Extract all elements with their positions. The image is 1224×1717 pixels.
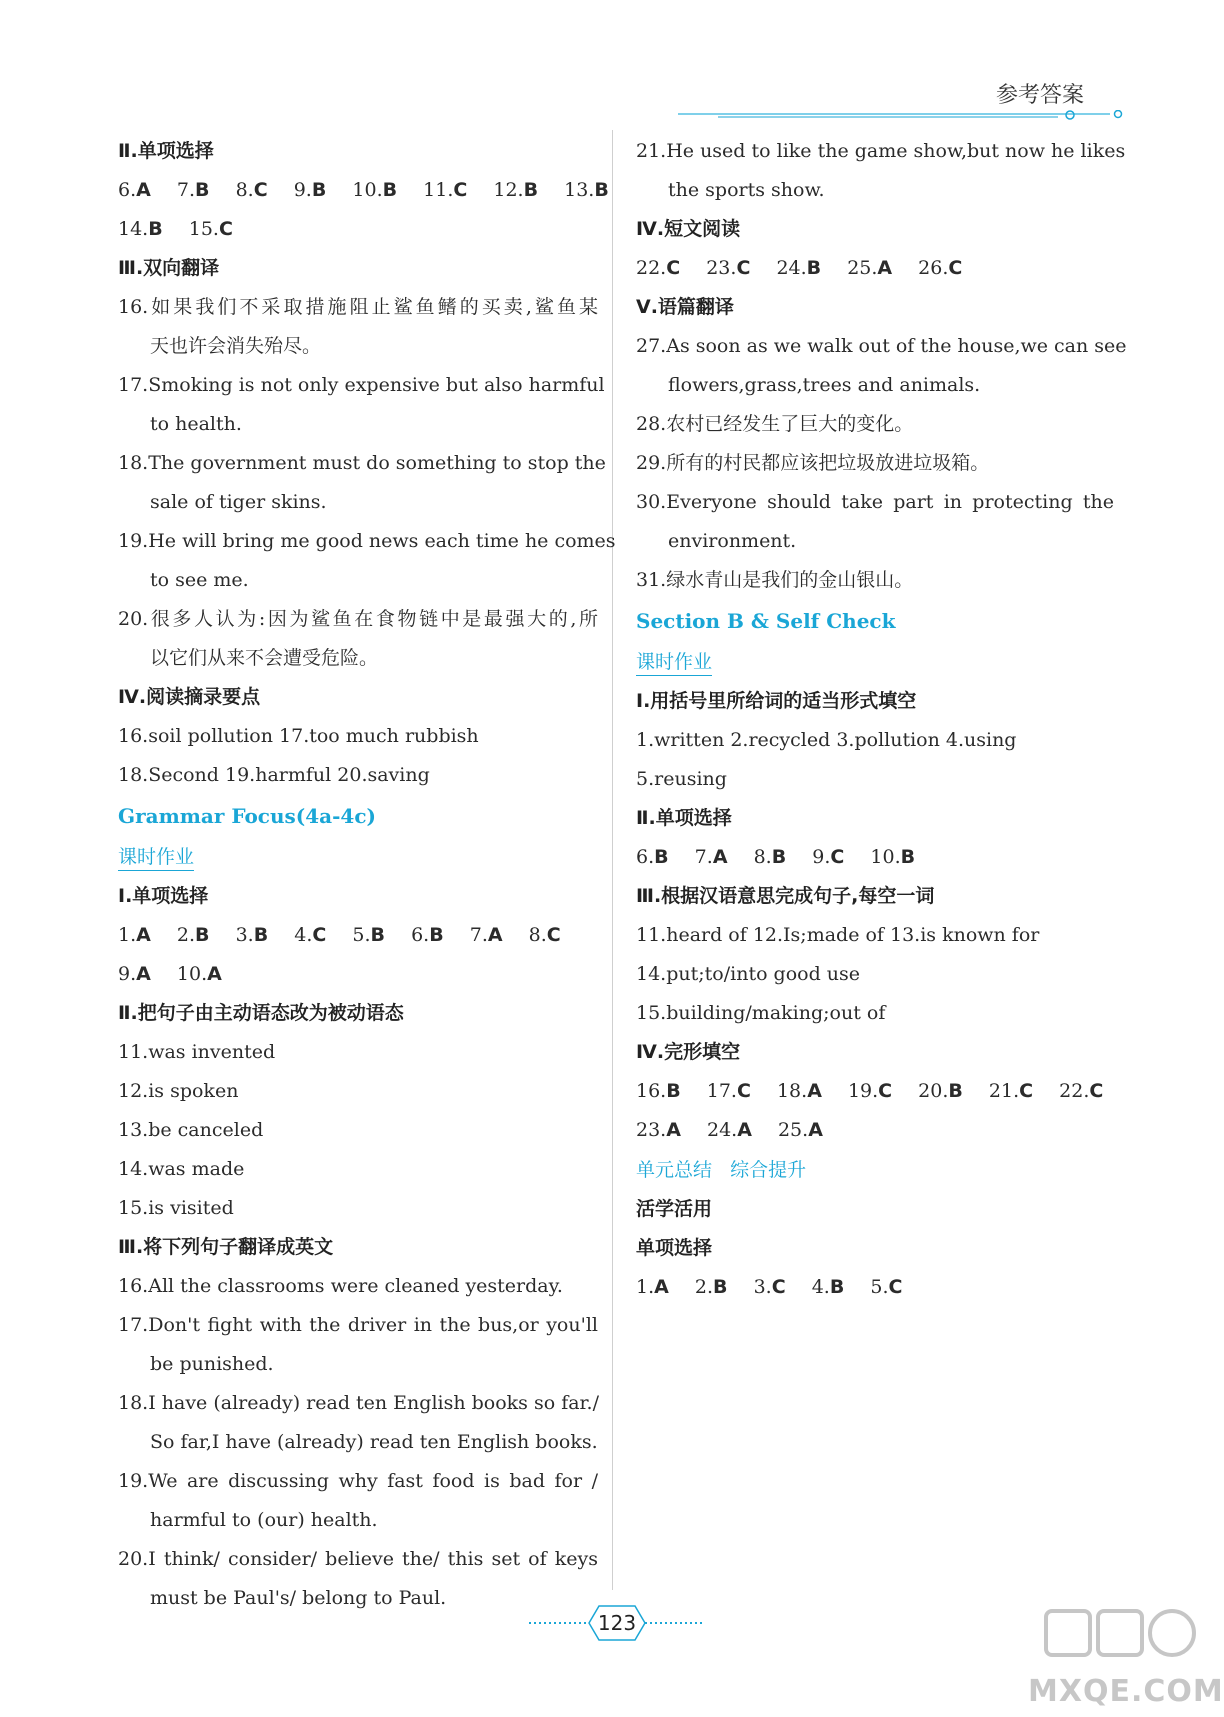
answer-line: to health.: [150, 413, 242, 435]
answer-line: 20.I think/ consider/ believe the/ this set of keys: [118, 1548, 598, 1570]
category-label: 课时作业: [636, 642, 1114, 682]
answer-row: [636, 249, 1114, 288]
header-decoration: [678, 110, 1138, 120]
answer-item: 12.B: [493, 179, 539, 201]
answer-line: sale of tiger skins.: [150, 491, 327, 513]
answer-line: 11.was invented: [118, 1041, 276, 1063]
answer-item: 1.A: [118, 924, 151, 946]
answer-item: 26.C: [918, 257, 963, 279]
right-column: [636, 132, 1127, 1307]
answer-item: 17.C: [706, 1080, 751, 1102]
answer-line: flowers,grass,trees and animals.: [668, 374, 981, 396]
answer-line: 18.Second 19.harmful 20.saving: [118, 764, 430, 786]
answer-line: must be Paul's/ belong to Paul.: [150, 1587, 447, 1609]
answer-line: 16.All the classrooms were cleaned yesterday.: [118, 1275, 563, 1297]
answer-item: 25.A: [777, 1119, 823, 1141]
answer-line: 17.Don't fight with the driver in the bus,or you'll: [118, 1314, 598, 1336]
answer-row: [636, 1268, 1114, 1307]
answer-row: [636, 838, 1114, 877]
answer-item: 6.B: [636, 846, 669, 868]
answer-line: 15.is visited: [118, 1197, 234, 1219]
section-heading: Ⅲ.将下列句子翻译成英文: [118, 1236, 334, 1258]
section-heading: Ⅳ.完形填空: [636, 1041, 741, 1063]
answer-line: to see me.: [150, 569, 249, 591]
answer-line: be punished.: [150, 1353, 274, 1375]
section-heading: Ⅳ.短文阅读: [636, 218, 741, 240]
answer-item: 9.B: [293, 179, 327, 201]
answer-line: 11.heard of 12.Is;made of 13.is known for: [636, 924, 1040, 946]
answer-line: 15.building/making;out of: [636, 1002, 886, 1024]
answer-item: 3.B: [235, 924, 269, 946]
watermark-logo-icon: [1028, 1593, 1208, 1673]
answer-line: 14.was made: [118, 1158, 245, 1180]
section-heading: Ⅳ.阅读摘录要点: [118, 686, 261, 708]
answer-line: 28.农村已经发生了巨大的变化。: [636, 413, 914, 435]
answer-item: 15.C: [188, 218, 233, 240]
section-heading: Ⅱ.单项选择: [118, 140, 214, 162]
answer-item: 9.A: [118, 963, 151, 985]
answer-item: 11.C: [423, 179, 468, 201]
section-heading: Ⅰ.用括号里所给词的适当形式填空: [636, 690, 917, 712]
page-number: 123: [597, 1611, 637, 1635]
answer-row: [118, 916, 598, 955]
answer-item: 1.A: [636, 1276, 669, 1298]
answer-line: 12.is spoken: [118, 1080, 239, 1102]
answer-item: 7.B: [176, 179, 210, 201]
answer-line: 21.He used to like the game show,but now he likes: [636, 140, 1126, 162]
answer-line: 以它们从来不会遭受危险。: [150, 647, 379, 669]
answer-item: 8.C: [235, 179, 268, 201]
answer-row: [118, 171, 609, 210]
answer-item: 2.B: [694, 1276, 728, 1298]
answer-line: 16.soil pollution 17.too much rubbish: [118, 725, 479, 747]
answer-item: 24.B: [776, 257, 822, 279]
answer-item: 21.C: [988, 1080, 1034, 1102]
section-heading: 单项选择: [636, 1237, 713, 1259]
answer-item: 10.A: [176, 963, 222, 985]
answer-line: 19.We are discussing why fast food is bad for /: [118, 1470, 598, 1492]
answer-item: 13.B: [564, 179, 609, 201]
answer-line: 20.很多人认为:因为鲨鱼在食物链中是最强大的,所: [118, 608, 598, 630]
answer-item: 8.C: [528, 924, 561, 946]
section-heading: Ⅲ.根据汉语意思完成句子,每空一词: [636, 885, 935, 907]
answer-item: 22.C: [636, 257, 681, 279]
answer-item: 7.A: [694, 846, 728, 868]
answer-item: 8.B: [753, 846, 787, 868]
answer-item: 7.A: [469, 924, 503, 946]
section-title: 单元总结 综合提升: [636, 1159, 807, 1181]
answer-item: 5.B: [352, 924, 386, 946]
section-title: Grammar Focus(4a-4c): [118, 804, 376, 828]
answer-item: 2.B: [176, 924, 210, 946]
answer-item: 6.B: [411, 924, 444, 946]
section-title: Section B & Self Check: [636, 609, 896, 633]
answer-item: 20.B: [918, 1080, 963, 1102]
column-divider: [612, 130, 613, 1590]
answer-item: 23.C: [706, 257, 751, 279]
left-column: [118, 132, 616, 1618]
section-heading: Ⅴ.语篇翻译: [636, 296, 734, 318]
answer-item: 25.A: [847, 257, 893, 279]
answer-line: 31.绿水青山是我们的金山银山。: [636, 569, 914, 591]
answer-item: 10.B: [352, 179, 398, 201]
section-heading: 活学活用: [636, 1198, 713, 1220]
section-heading: Ⅲ.双向翻译: [118, 257, 220, 279]
answer-line: So far,I have (already) read ten English books.: [150, 1431, 598, 1453]
answer-item: 3.C: [753, 1276, 786, 1298]
watermark: [1028, 1593, 1224, 1713]
answer-line: 18.I have (already) read ten English books so far./: [118, 1392, 599, 1414]
page-number-badge: [527, 1598, 707, 1648]
answer-line: 13.be canceled: [118, 1119, 264, 1141]
section-heading: Ⅱ.单项选择: [636, 807, 732, 829]
answer-item: 6.A: [118, 179, 151, 201]
section-heading: Ⅱ.把句子由主动语态改为被动语态: [118, 1002, 404, 1024]
answer-line: 29.所有的村民都应该把垃圾放进垃圾箱。: [636, 452, 990, 474]
answer-line: 5.reusing: [636, 768, 727, 790]
answer-line: 1.written 2.recycled 3.pollution 4.using: [636, 729, 1017, 751]
answer-line: 天也许会消失殆尽。: [150, 335, 322, 357]
answer-item: 5.C: [870, 1276, 903, 1298]
answer-row: [118, 955, 598, 994]
answer-item: 23.A: [636, 1119, 681, 1141]
answer-line: 19.He will bring me good news each time he comes: [118, 530, 616, 552]
answer-item: 4.C: [294, 924, 327, 946]
answer-line: 17.Smoking is not only expensive but also harmful: [118, 374, 605, 396]
answer-item: 18.A: [776, 1080, 822, 1102]
answer-row: [118, 210, 598, 249]
answer-item: 4.B: [811, 1276, 845, 1298]
category-label: 课时作业: [118, 837, 598, 877]
answer-line: environment.: [668, 530, 797, 552]
answer-item: 14.B: [118, 218, 163, 240]
section-heading: Ⅰ.单项选择: [118, 885, 209, 907]
answer-line: 14.put;to/into good use: [636, 963, 861, 985]
answer-item: 9.C: [812, 846, 845, 868]
answer-line: 27.As soon as we walk out of the house,we can see: [636, 335, 1127, 357]
answer-item: 19.C: [847, 1080, 893, 1102]
answer-item: 22.C: [1059, 1080, 1104, 1102]
answer-line: the sports show.: [668, 179, 825, 201]
page-header-title: 参考答案: [995, 83, 1084, 108]
answer-row: [636, 1111, 1114, 1150]
answer-row: [636, 1072, 1114, 1111]
answer-item: 24.A: [706, 1119, 752, 1141]
answer-item: 10.B: [870, 846, 916, 868]
watermark-text: MXQE.COM: [1028, 1674, 1224, 1709]
answer-line: harmful to (our) health.: [150, 1509, 378, 1531]
answer-line: 30.Everyone should take part in protecting the: [636, 491, 1114, 513]
answer-line: 16.如果我们不采取措施阻止鲨鱼鳍的买卖,鲨鱼某: [118, 296, 598, 318]
answer-item: 16.B: [636, 1080, 681, 1102]
answer-line: 18.The government must do something to stop the: [118, 452, 606, 474]
